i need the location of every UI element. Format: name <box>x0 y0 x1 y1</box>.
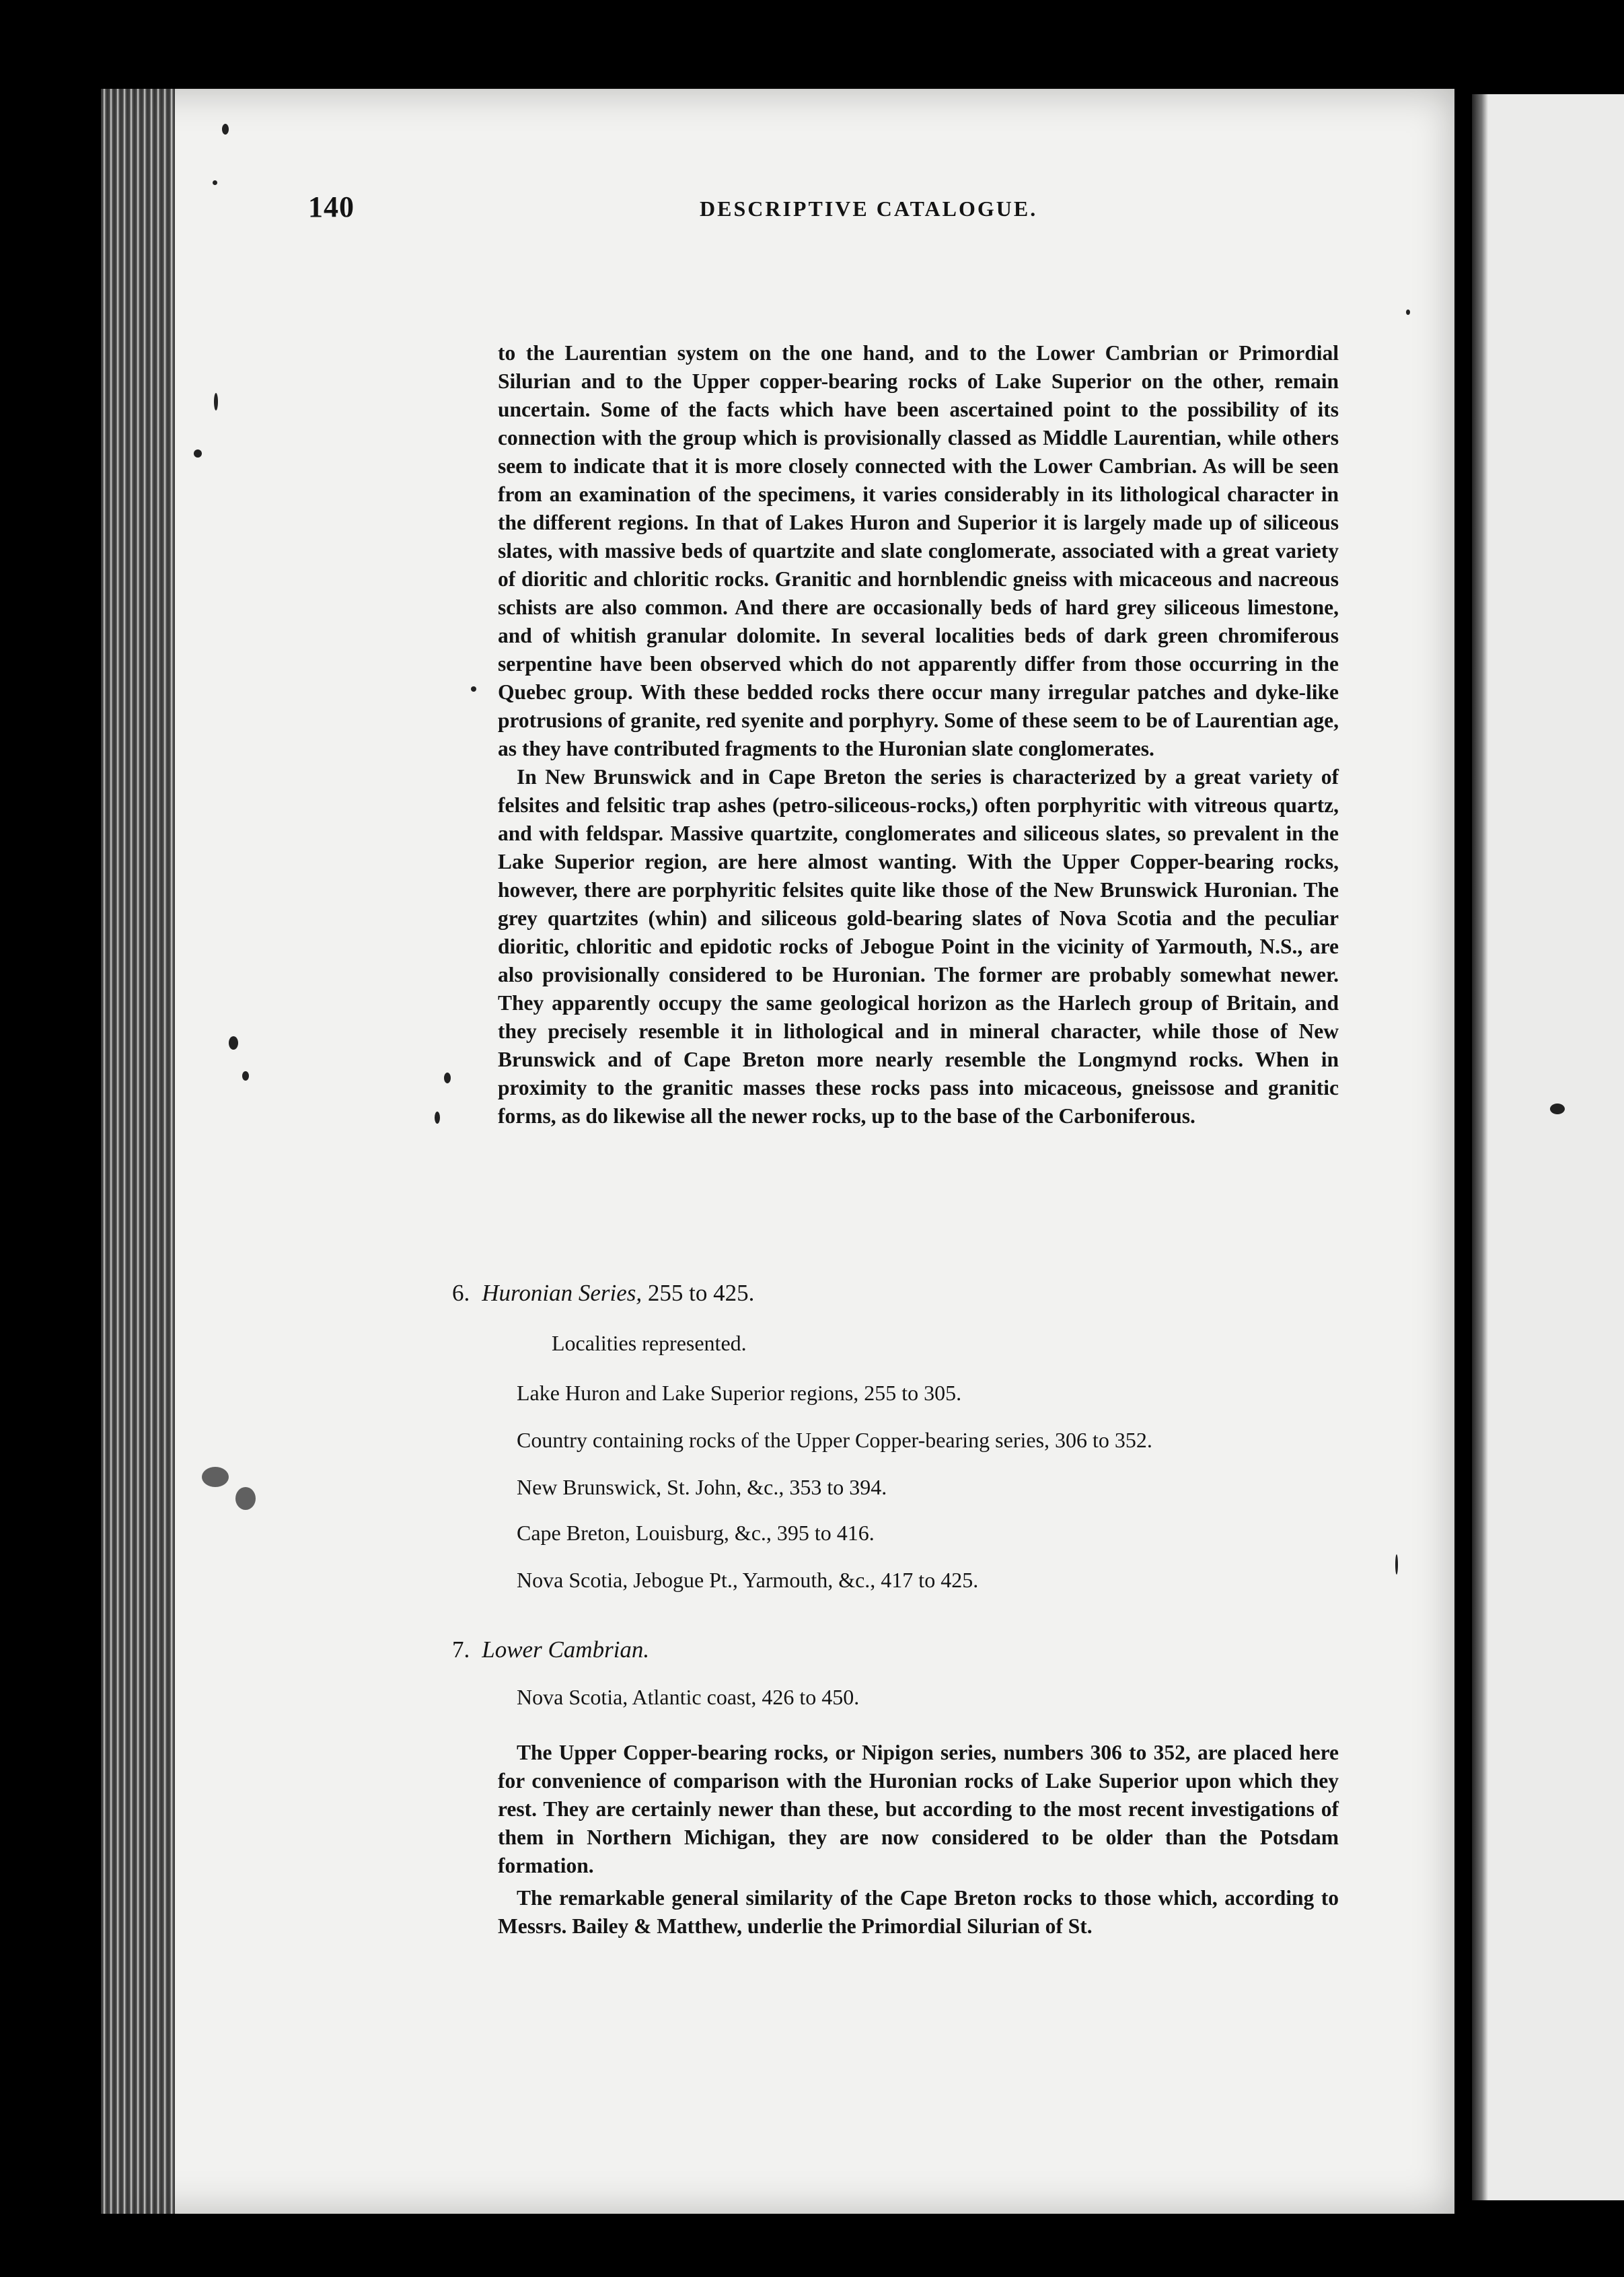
scan-speck <box>435 1112 440 1124</box>
scan-speck <box>471 686 476 692</box>
scan-speck <box>1550 1104 1565 1114</box>
section-6-number: 6. <box>452 1280 470 1306</box>
locality-item: Nova Scotia, Atlantic coast, 426 to 450. <box>517 1685 860 1709</box>
localities-intro: Localities represented. <box>552 1331 747 1355</box>
scan-speck <box>213 180 217 185</box>
section-7-heading <box>452 1636 649 1663</box>
section-7-number: 7. <box>452 1636 470 1663</box>
section-7-title: Lower Cambrian. <box>482 1636 650 1663</box>
section-6-range: 255 to 425. <box>642 1280 755 1306</box>
body-paragraph-1: to the Laurentian system on the one hand, and to the Lower Cambrian or Primordial Silurian and to the Upper copper-bearing rocks of Lake Superior on the other, remain uncertain. Some of the facts which have been ascertained point to the possibility of its connection with the group which is provisionally classed as Middle Laurentian, while others seem to indicate that it is more closely connected with the Lower Cambrian. As will be seen from an examination of the specimens, it varies considerably in its lithological character in the different regions. In that of Lakes Huron and Superior it is largely made up of siliceous slates, with massive beds of quartzite and slate conglomerate, associated with a great variety of dioritic and chloritic rocks. Granitic and hornblendic gneiss with micaceous and nacreous schists are also common. And there are occasionally beds of hard grey siliceous limestone, and of whitish granular dolomite. In several localities beds of dark green chromiferous serpentine have been observed which do not apparently differ from those occurring in the Quebec group. With these bedded rocks there occur many irregular patches and dyke-like protrusions of granite, red syenite and porphyry. Some of these seem to be of Laurentian age, as they have contributed fragments to the Huronian slate conglomerates. <box>498 341 1339 760</box>
scan-speck <box>222 124 229 135</box>
section-6-title: Huronian Series, <box>482 1280 642 1306</box>
facing-page-edge <box>1472 94 1624 2200</box>
scan-speck <box>194 449 202 458</box>
body-paragraph-2: In New Brunswick and in Cape Breton the series is characterized by a great variety of felsites and felsitic trap ashes (petro-siliceous-rocks,) often porphyritic with vitreous quartz, and with feldspar. Massive quartzite, conglomerates and siliceous slates, so prevalent in the Lake Superior region, are here almost wanting. With the Upper Copper-bearing rocks, however, there are porphyritic felsites quite like those of the New Brunswick Huronian. The grey quartzites (whin) and siliceous gold-bearing slates of Nova Scotia and the peculiar dioritic, chloritic and epidotic rocks of Jebogue Point in the vicinity of Yarmouth, N.S., are also provisionally considered to be Huronian. The former are probably somewhat newer. They apparently occupy the same geological horizon as the Harlech group of Britain, and they precisely resemble it in lithological and in mineral character, while those of New Brunswick and of Cape Breton more nearly resemble the Longmynd rocks. When in proximity to the granitic masses these rocks pass into micaceous, gneissose and granitic forms, as do likewise all the newer rocks, up to the base of the Carboniferous. <box>498 765 1339 1128</box>
locality-item: Nova Scotia, Jebogue Pt., Yarmouth, &c., 417 to 425. <box>517 1568 979 1592</box>
locality-item: Cape Breton, Louisburg, &c., 395 to 416. <box>517 1521 875 1545</box>
section-6-heading <box>452 1280 754 1307</box>
page-binding-shadow <box>101 89 175 2214</box>
locality-item: Lake Huron and Lake Superior regions, 255 to 305. <box>517 1381 962 1405</box>
scan-speck <box>242 1071 249 1081</box>
running-head: DESCRIPTIVE CATALOGUE. <box>700 196 1038 221</box>
body-text <box>498 339 1339 1130</box>
locality-item: Country containing rocks of the Upper Copper-bearing series, 306 to 352. <box>517 1428 1152 1452</box>
scan-speck <box>229 1036 238 1050</box>
facing-page-gutter <box>1472 94 1488 2200</box>
scan-speck <box>1395 1554 1398 1575</box>
scan-speck <box>444 1073 451 1083</box>
scan-speck <box>214 393 218 410</box>
locality-item: New Brunswick, St. John, &c., 353 to 394. <box>517 1475 887 1499</box>
scan-speck <box>235 1487 256 1510</box>
notes-text <box>498 1739 1339 1945</box>
notes-paragraph-2: The remarkable general similarity of the Cape Breton rocks to those which, according to Messrs. Bailey & Matthew, underlie the Primordial Silurian of St. <box>498 1886 1339 1938</box>
notes-paragraph-1: The Upper Copper-bearing rocks, or Nipigon series, numbers 306 to 352, are placed here for convenience of comparison with the Huronian rocks of Lake Superior upon which they rest. They are certainly newer than these, but according to the most recent investigations of them in Northern Michigan, they are now considered to be older than the Potsdam formation. <box>498 1741 1339 1877</box>
page-number: 140 <box>308 190 355 223</box>
scan-speck <box>202 1467 229 1487</box>
scan-speck <box>1406 310 1410 315</box>
